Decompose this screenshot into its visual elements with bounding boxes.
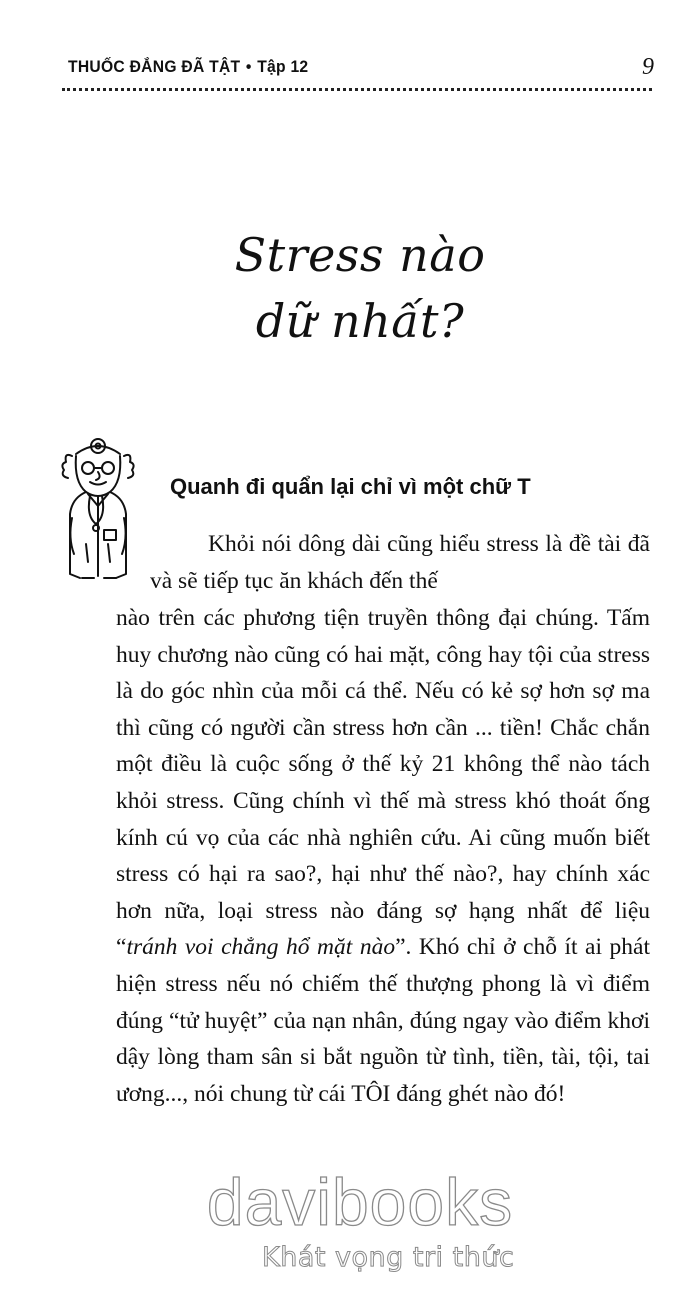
running-header bbox=[68, 54, 658, 84]
body-italic-phrase: tránh voi chẳng hổ mặt nào bbox=[126, 934, 396, 961]
watermark bbox=[150, 1165, 570, 1240]
body-lead-text: Khỏi nói dông dài cũng hiểu stress là đề tài đã và sẽ tiếp tục ăn khách đến thế bbox=[150, 531, 650, 594]
doctor-illustration-icon bbox=[58, 434, 156, 584]
watermark-slogan: Khát vọng tri thức bbox=[262, 1242, 515, 1273]
volume-label: Tập 12 bbox=[257, 57, 309, 76]
bullet-separator: • bbox=[245, 57, 252, 76]
chapter-title-line-2: dữ nhất? bbox=[255, 294, 465, 348]
body-text-part-1: nào trên các phương tiện truyền thông đại chúng. Tấm huy chương nào cũng có hai mặt, công hay tội của stress là do góc nhìn của mỗi cá thể. Nếu có kẻ sợ hơn sợ ma thì cũng có người cần stress hơn cần ... tiền! Chắc chắn một điều là cuộc sống ở thế kỷ 21 không thể nào tách khỏi stress. Cũng chính vì thế mà stress khó thoát ống kính cú vọ của các nhà nghiên cứu. Ai cũng muốn biết stress có hại ra sao?, hại như thế nào?, hay chính xác hơn nữa, loại stress nào đáng sợ hạng nhất để liệu “ bbox=[116, 605, 650, 961]
chapter-title-line-1: Stress nào bbox=[234, 228, 486, 282]
body-paragraph bbox=[116, 600, 650, 1112]
section-heading: Quanh đi quẩn lại chỉ vì một chữ T bbox=[170, 474, 531, 499]
watermark-brand: davibooks bbox=[206, 1165, 514, 1239]
running-title bbox=[68, 57, 308, 77]
page-number: 9 bbox=[642, 54, 654, 80]
header-dotted-rule bbox=[62, 88, 652, 91]
body-text-part-2: ”. Khó chỉ ở chỗ ít ai phát hiện stress nếu nó chiếm thế thượng phong là vì điểm đúng “tử huyệt” của nạn nhân, đúng ngay vào điểm khơi dậy lòng tham sân si bắt nguồn từ tình, tiền, tài, tội, tai ương..., nói chung từ cái TÔI đáng ghét nào đó! bbox=[116, 934, 650, 1107]
body-lead bbox=[150, 526, 650, 600]
book-title: THUỐC ĐẮNG ĐÃ TẬT bbox=[68, 57, 241, 76]
chapter-title bbox=[160, 222, 560, 354]
